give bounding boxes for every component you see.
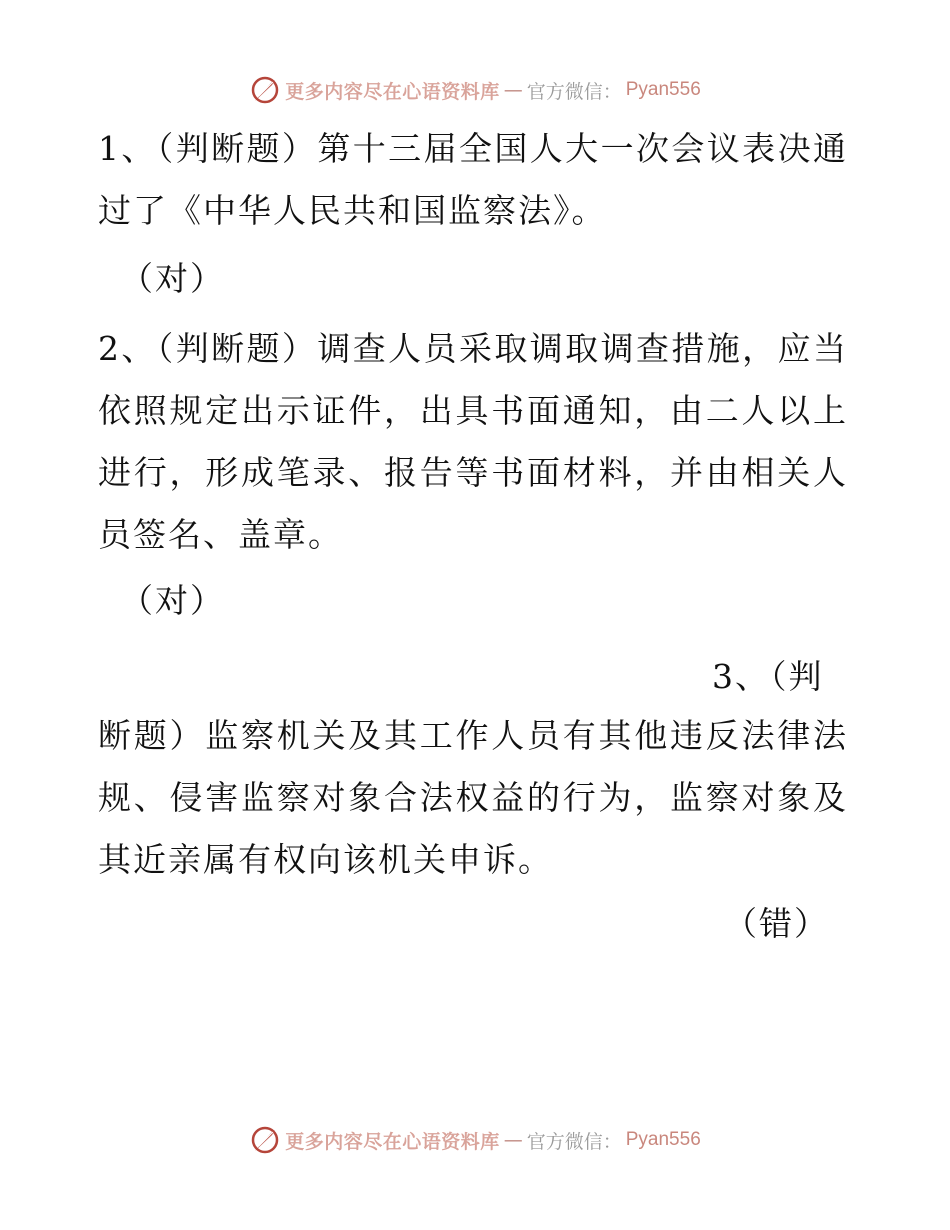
footer-watermark bbox=[0, 1122, 950, 1158]
watermark-text: 更多内容尽在心语资料库 bbox=[285, 80, 500, 103]
question-3-number: 3、（判 bbox=[712, 657, 824, 696]
answer-1: （对） bbox=[120, 259, 225, 298]
watermark-label: 官方微信： bbox=[526, 80, 622, 103]
watermark-text: 更多内容尽在心语资料库 bbox=[285, 1130, 500, 1153]
watermark-label: 官方微信： bbox=[526, 1130, 622, 1153]
watermark-id: Pyan556 bbox=[625, 79, 701, 100]
watermark-dash: — bbox=[503, 79, 523, 101]
question-1: 1、（判断题）第十三届全国人大一次会议表决通过了《中华人民共和国监察法》。 bbox=[98, 129, 848, 230]
quill-logo-icon bbox=[249, 1124, 281, 1156]
header-watermark bbox=[0, 72, 950, 108]
answer-3: （错） bbox=[724, 904, 829, 943]
question-3: 断题）监察机关及其工作人员有其他违反法律法规、侵害监察对象合法权益的行为，监察对象及其近亲属有权向该机关申诉。 bbox=[98, 716, 848, 879]
question-2: 2、（判断题）调查人员采取调取调查措施，应当依照规定出示证件，出具书面通知，由二人以上进行，形成笔录、报告等书面材料，并由相关人员签名、盖章。 bbox=[98, 329, 848, 554]
watermark-dash: — bbox=[503, 1129, 523, 1151]
watermark-id: Pyan556 bbox=[625, 1129, 701, 1150]
quill-logo-icon bbox=[249, 74, 281, 106]
answer-2: （对） bbox=[120, 581, 225, 620]
